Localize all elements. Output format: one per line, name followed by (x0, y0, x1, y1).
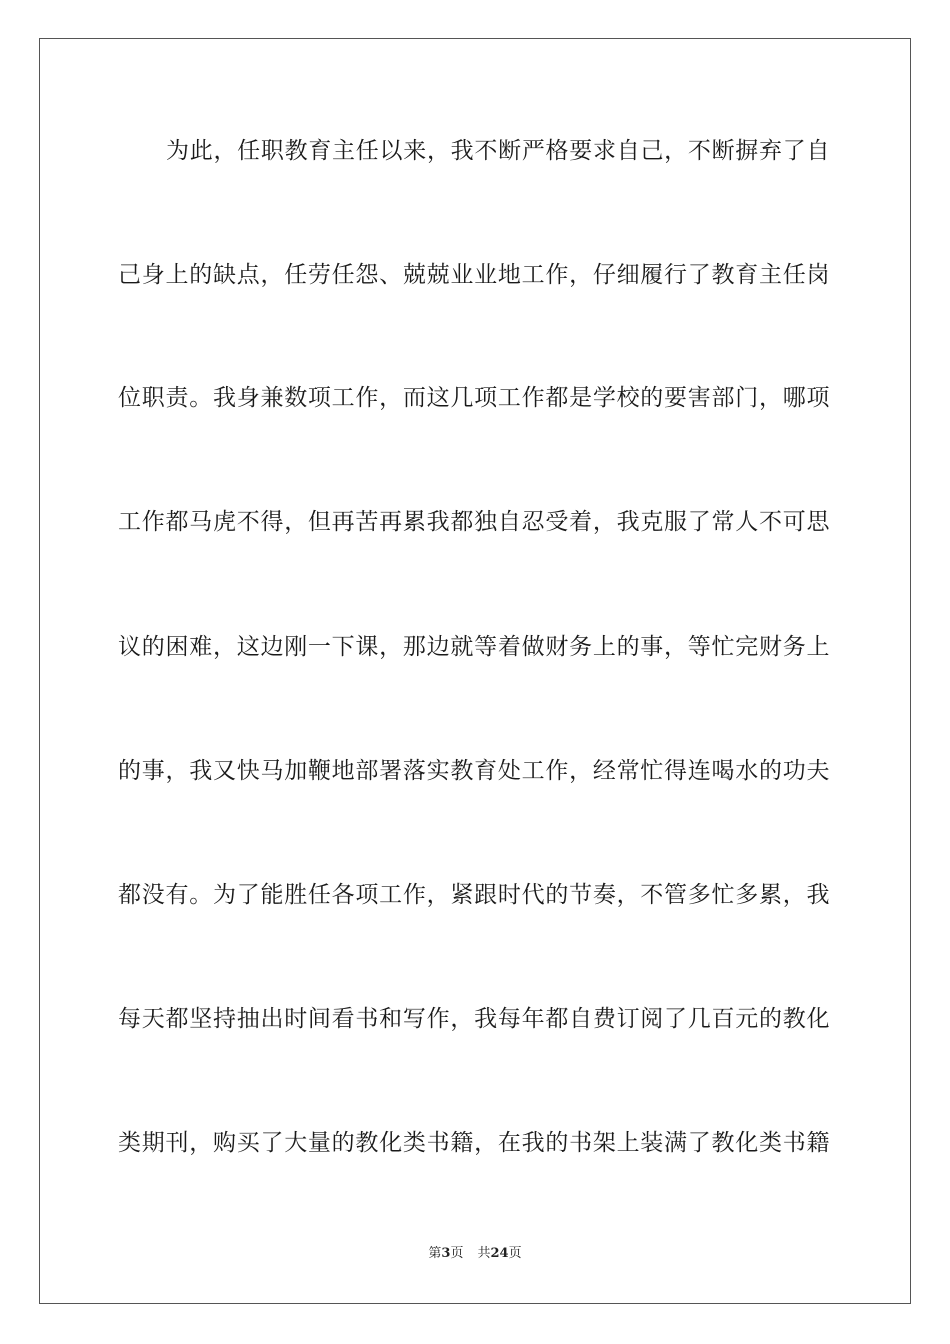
page-border (39, 38, 911, 1304)
page-footer (0, 1245, 950, 1263)
paragraph-line-5: 议的困难，这边刚一下课，那边就等着做财务上的事，等忙完财务上 (118, 634, 830, 660)
total-page-number: 24 (490, 1246, 509, 1261)
current-page-number: 3 (441, 1246, 451, 1261)
paragraph-line-1: 为此，任职教育主任以来，我不断严格要求自己，不断摒弃了自 (166, 138, 830, 164)
paragraph-line-4: 工作都马虎不得，但再苦再累我都独自忍受着，我克服了常人不可思 (118, 509, 830, 535)
page-suffix: 页 (450, 1246, 464, 1261)
paragraph-line-6: 的事，我又快马加鞭地部署落实教育处工作，经常忙得连喝水的功夫 (118, 758, 830, 784)
paragraph-line-3: 位职责。我身兼数项工作，而这几项工作都是学校的要害部门，哪项 (118, 385, 830, 411)
total-suffix: 页 (508, 1246, 522, 1261)
paragraph-line-7: 都没有。为了能胜任各项工作，紧跟时代的节奏，不管多忙多累，我 (118, 882, 830, 908)
paragraph-line-2: 己身上的缺点，任劳任怨、兢兢业业地工作，仔细履行了教育主任岗 (118, 262, 830, 288)
total-prefix: 共 (477, 1246, 491, 1261)
page-prefix: 第 (428, 1246, 442, 1261)
paragraph-line-8: 每天都坚持抽出时间看书和写作，我每年都自费订阅了几百元的教化 (118, 1006, 830, 1032)
paragraph-line-9: 类期刊，购买了大量的教化类书籍，在我的书架上装满了教化类书籍 (118, 1130, 830, 1156)
